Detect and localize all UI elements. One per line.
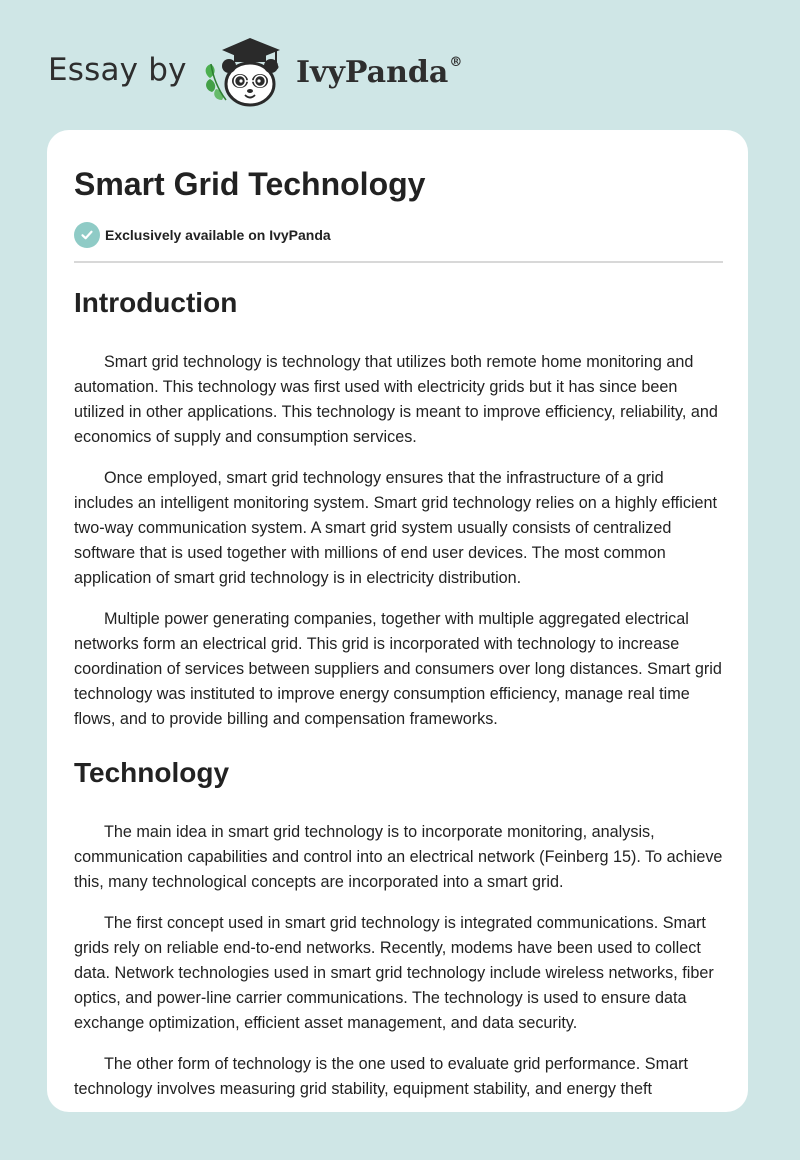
essay-card (47, 130, 748, 1112)
ivypanda-brand[interactable] (296, 55, 462, 90)
section-heading: Technology (74, 757, 230, 788)
essay-title: Smart Grid Technology (74, 166, 426, 202)
exclusive-badge (74, 222, 331, 248)
section-introduction (74, 278, 723, 732)
check-icon (74, 222, 100, 248)
essay-by-label: Essay by (48, 52, 187, 88)
section-heading: Introduction (74, 287, 238, 318)
exclusive-badge-text: Exclusively available on IvyPanda (105, 227, 331, 243)
paragraph: The first concept used in smart grid technology is integrated communications. Smart grids rely on reliable end-to-end networks. Recently, modems have been used to collect data. Network technologies used in smart grid technology include wireless networks, fiber optics, and power-line carrier communications. The technology is used to ensure data exchange optimization, efficient asset management, and data security. (74, 914, 714, 1032)
paragraph: Multiple power generating companies, together with multiple aggregated electrical networks form an electrical grid. This grid is incorporated with technology to increase coordination of services between suppliers and consumers over long distances. Smart grid technology was instituted to improve energy consumption efficiency, manage real time flows, and to provide billing and compensation frameworks. (74, 610, 722, 728)
paragraph: The other form of technology is the one used to evaluate grid performance. Smart technology involves measuring grid stability, equipment stability, and energy theft (74, 1055, 688, 1098)
panda-graduate-icon[interactable] (202, 34, 292, 110)
site-header (48, 30, 748, 110)
section-technology (74, 748, 723, 1102)
paragraph: Smart grid technology is technology that utilizes both remote home monitoring and automation. This technology was first used with electricity grids but it has since been utilized in other applications. This technology is meant to improve efficiency, reliability, and economics of supply and consumption services. (74, 353, 718, 446)
paragraph: The main idea in smart grid technology is to incorporate monitoring, analysis, communication capabilities and control into an electrical network (Feinberg 15). To achieve this, many technological concepts are incorporated into a smart grid. (74, 823, 723, 891)
registered-mark: ® (449, 55, 463, 70)
essay-content (74, 278, 723, 1112)
title-divider (74, 261, 723, 263)
paragraph: Once employed, smart grid technology ensures that the infrastructure of a grid includes an intelligent monitoring system. Smart grid technology relies on a highly efficient two-way communication system. A smart grid system usually consists of centralized software that is used together with millions of end user devices. The most common application of smart grid technology is in electricity distribution. (74, 469, 718, 587)
brand-name: IvyPanda (296, 55, 449, 90)
